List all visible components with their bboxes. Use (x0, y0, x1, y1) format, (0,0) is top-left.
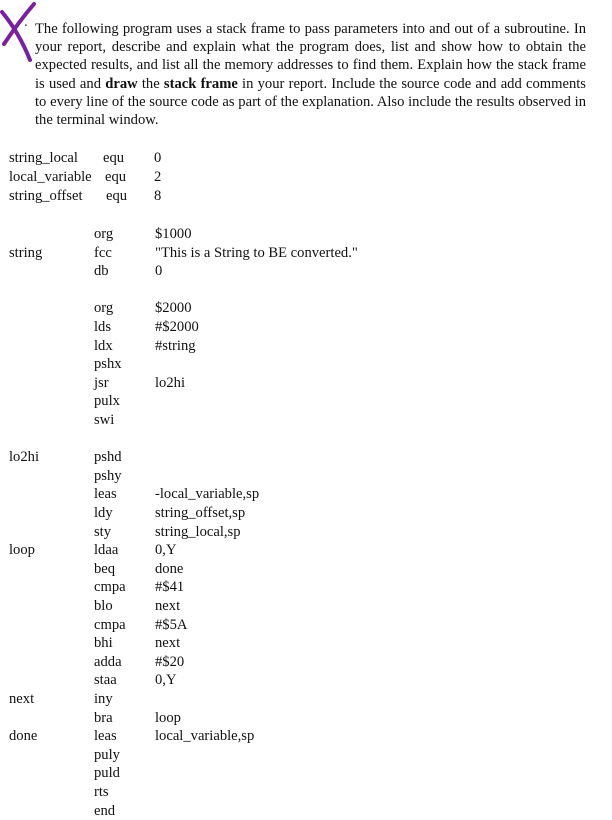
code-operand: string_offset,sp (155, 505, 246, 521)
code-opcode: jsr (94, 375, 109, 391)
equate-directive: equ (105, 169, 127, 185)
code-label: done (9, 728, 38, 744)
equate-label: string_offset (9, 188, 83, 204)
code-opcode: end (94, 803, 116, 819)
code-opcode: cmpa (94, 579, 126, 595)
code-label: loop (9, 542, 35, 558)
code-opcode: puly (94, 747, 120, 763)
equate-label: local_variable (9, 169, 92, 185)
code-operand: 0,Y (155, 542, 177, 558)
handwritten-x-mark-icon (0, 0, 40, 64)
code-operand: #$20 (155, 654, 185, 670)
instruction-text: The following program uses a stack frame to pass parameters into and out of a subroutine. In your report, describe and explain what the program does, list and show how to obtain the expected results, and list all the memory addresses to find them. Explain how the stack frame is used and (35, 21, 586, 92)
code-operand: #$41 (155, 579, 185, 595)
code-opcode: sty (94, 524, 112, 540)
assignment-instructions (35, 20, 586, 129)
code-operand: $2000 (155, 300, 192, 316)
equate-value: 2 (154, 169, 162, 185)
code-opcode: puld (94, 765, 120, 781)
bold-emphasis: stack frame (163, 75, 238, 92)
code-opcode: pulx (94, 393, 120, 409)
code-opcode: rts (94, 784, 109, 800)
code-opcode: iny (94, 691, 113, 707)
code-opcode: leas (94, 486, 117, 502)
equate-value: 8 (154, 188, 162, 204)
code-opcode: pshy (94, 468, 122, 484)
instruction-text: the (137, 75, 164, 92)
code-opcode: pshd (94, 449, 122, 465)
code-opcode: org (94, 226, 114, 242)
code-operand: #string (155, 338, 196, 354)
code-operand: #$2000 (155, 319, 199, 335)
code-opcode: pshx (94, 356, 122, 372)
code-operand: $1000 (155, 226, 192, 242)
code-opcode: ldx (94, 338, 113, 354)
code-operand: "This is a String to BE converted." (155, 245, 358, 261)
code-opcode: org (94, 300, 114, 316)
code-operand: #$5A (155, 617, 188, 633)
code-opcode: db (94, 263, 109, 279)
code-operand: loop (155, 710, 181, 726)
code-opcode: blo (94, 598, 113, 614)
list-number-fragment: . (24, 14, 28, 30)
code-opcode: lds (94, 319, 112, 335)
code-label: string (9, 245, 43, 261)
equate-label: string_local (9, 150, 78, 166)
code-operand: done (155, 561, 184, 577)
code-label: next (9, 691, 35, 707)
code-operand: string_local,sp (155, 524, 241, 540)
code-opcode: bhi (94, 635, 113, 651)
code-opcode: ldaa (94, 542, 119, 558)
equate-directive: equ (106, 188, 128, 204)
equate-value: 0 (154, 150, 162, 166)
code-opcode: ldy (94, 505, 113, 521)
code-opcode: beq (94, 561, 116, 577)
code-opcode: staa (94, 672, 117, 688)
code-opcode: leas (94, 728, 117, 744)
code-operand: next (155, 598, 181, 614)
code-opcode: swi (94, 412, 115, 428)
equate-directive: equ (103, 150, 125, 166)
code-operand: local_variable,sp (155, 728, 255, 744)
instruction-text: in your report. Include the source code and add comments to every line of the source code as part of the explanation. Also include the results observed in the terminal window. (35, 75, 586, 129)
code-opcode: bra (94, 710, 113, 726)
code-operand: -local_variable,sp (155, 486, 260, 502)
code-operand: lo2hi (155, 375, 185, 391)
code-label: lo2hi (9, 449, 39, 465)
code-opcode: cmpa (94, 617, 126, 633)
code-operand: 0 (155, 263, 163, 279)
code-opcode: fcc (94, 245, 112, 261)
code-opcode: adda (94, 654, 122, 670)
code-operand: 0,Y (155, 672, 177, 688)
bold-emphasis: draw (105, 75, 138, 92)
code-operand: next (155, 635, 181, 651)
